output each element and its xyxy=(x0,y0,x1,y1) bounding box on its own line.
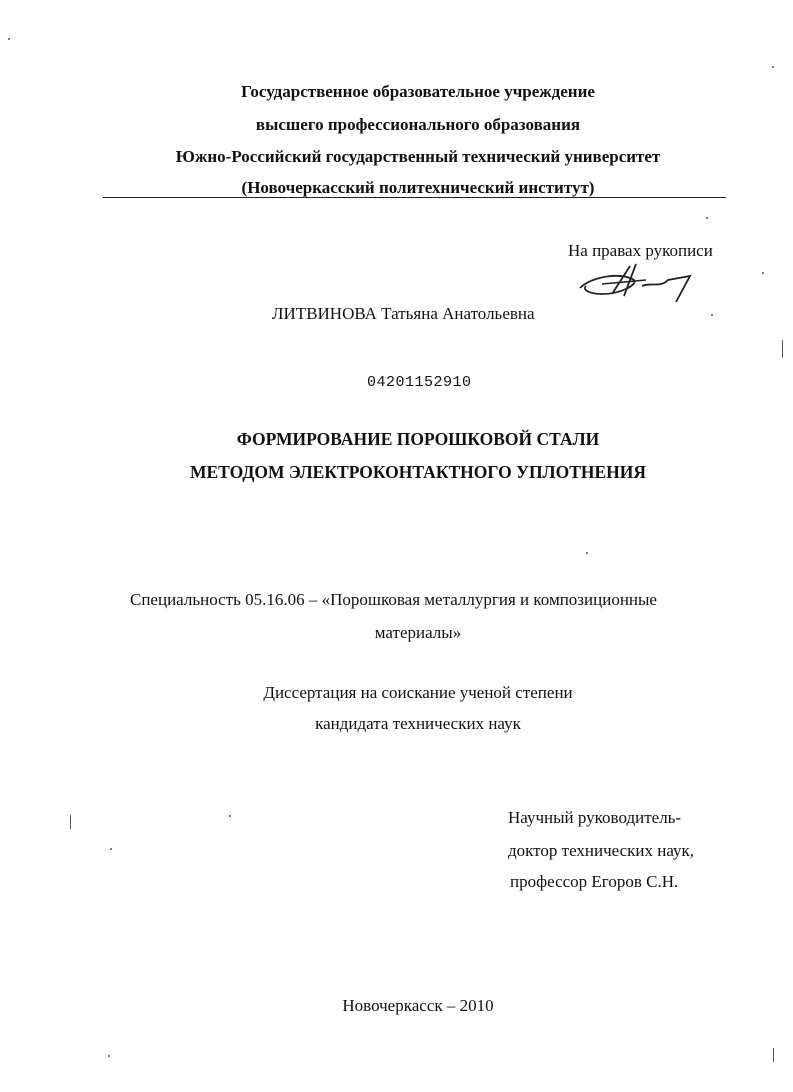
author-name: ЛИТВИНОВА Татьяна Анатольевна xyxy=(272,304,535,323)
dissertation-line-1: Диссертация на соискание ученой степени xyxy=(263,683,573,702)
scan-speck xyxy=(110,848,112,850)
registration-number: 04201152910 xyxy=(367,374,472,391)
institution-line-2: высшего профессионального образования xyxy=(255,115,581,134)
city-year: Новочеркасск – 2010 xyxy=(342,996,494,1015)
scan-speck xyxy=(773,1048,774,1062)
signature xyxy=(572,258,702,313)
scan-speck xyxy=(711,314,713,316)
scan-speck xyxy=(762,272,764,274)
scan-speck xyxy=(108,1055,110,1057)
scan-speck xyxy=(706,217,708,219)
scan-speck xyxy=(70,815,71,829)
scan-speck xyxy=(772,66,774,68)
specialty-line-1: Специальность 05.16.06 – «Порошковая металлургия и композиционные xyxy=(130,590,657,609)
supervisor-line-1: Научный руководитель- xyxy=(508,808,682,827)
scan-speck xyxy=(586,552,588,554)
header-divider xyxy=(103,197,726,198)
manuscript-note: На правах рукописи xyxy=(568,241,713,260)
scan-speck xyxy=(782,340,783,358)
institution-line-4: (Новочеркасский политехнический институт) xyxy=(241,178,595,197)
institution-line-3: Южно-Российский государственный технический университет xyxy=(175,147,661,166)
scan-speck xyxy=(229,815,231,817)
title-line-1: ФОРМИРОВАНИЕ ПОРОШКОВОЙ СТАЛИ xyxy=(236,429,600,449)
institution-line-1: Государственное образовательное учреждение xyxy=(241,82,595,101)
dissertation-line-2: кандидата технических наук xyxy=(315,714,521,733)
supervisor-line-3: профессор Егоров С.Н. xyxy=(510,872,679,891)
title-line-2: МЕТОДОМ ЭЛЕКТРОКОНТАКТНОГО УПЛОТНЕНИЯ xyxy=(189,462,647,482)
scan-speck xyxy=(8,38,10,40)
supervisor-line-2: доктор технических наук, xyxy=(508,841,695,860)
specialty-line-2: материалы» xyxy=(374,623,462,642)
